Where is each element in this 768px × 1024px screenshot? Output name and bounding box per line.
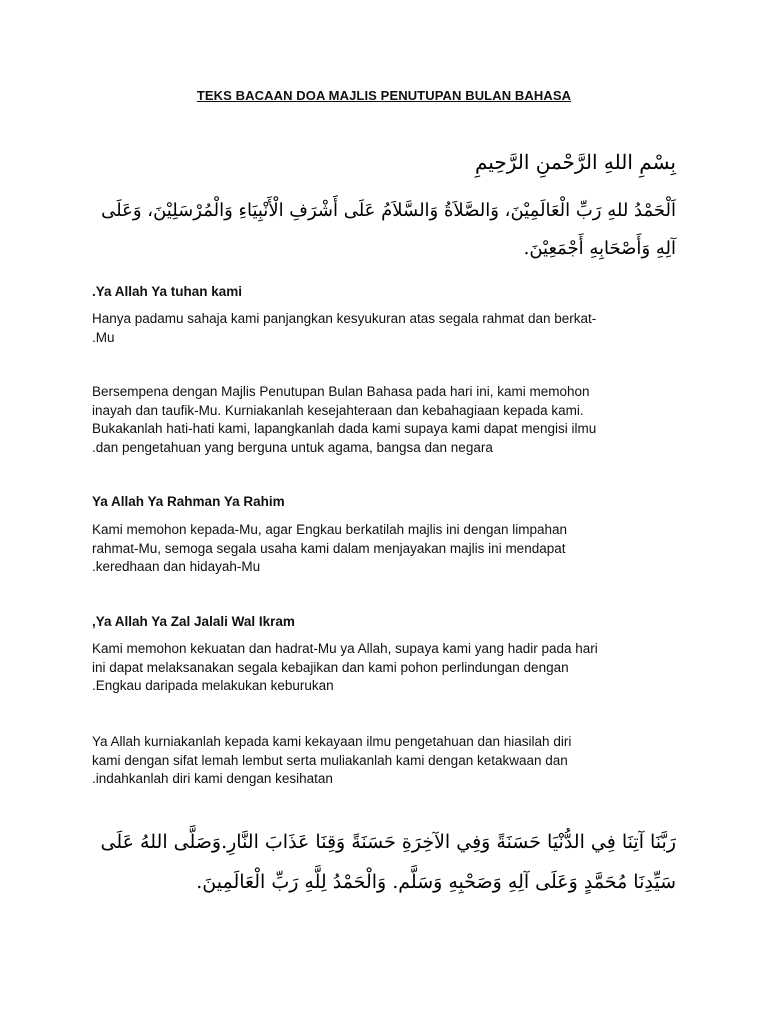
paragraph-line: Bukakanlah hati-hati kami, lapangkanlah dada kami supaya kami dapat mengisi ilmu xyxy=(92,421,597,436)
paragraph xyxy=(92,640,682,696)
arabic-closing-line: رَبَّنَا آتِنَا فِي الدُّنْيَا حَسَنَةً وَفِي الآخِرَةِ حَسَنَةً وَقِنَا عَذَابَ النَّارِ.وَصَلَّى اللهُ عَلَى xyxy=(100,831,676,853)
section-heading: Ya Allah Ya Rahman Ya Rahim xyxy=(92,494,285,509)
paragraph-line: Bersempena dengan Majlis Penutupan Bulan Bahasa pada hari ini, kami memohon xyxy=(92,384,590,399)
paragraph-line: Ya Allah kurniakanlah kepada kami kekayaan ilmu pengetahuan dan hiasilah diri xyxy=(92,734,572,749)
paragraph xyxy=(92,733,682,789)
paragraph-line: inayah dan taufik-Mu. Kurniakanlah kesejahteraan dan kebahagiaan kepada kami. xyxy=(92,402,584,418)
section-heading: ,Ya Allah Ya Zal Jalali Wal Ikram xyxy=(92,614,295,629)
document-title: TEKS BACAAN DOA MAJLIS PENUTUPAN BULAN BAHASA xyxy=(196,88,572,103)
paragraph-line: .dan pengetahuan yang berguna untuk agama, bangsa dan negara xyxy=(92,439,493,455)
paragraph-line: .Engkau daripada melakukan keburukan xyxy=(92,678,334,693)
arabic-bismillah: بِسْمِ اللهِ الرَّحْمنِ الرَّحِيمِ xyxy=(474,150,676,174)
paragraph-line: .Mu xyxy=(92,329,115,345)
paragraph xyxy=(92,383,682,457)
paragraph-line: .keredhaan dan hidayah-Mu xyxy=(92,559,261,574)
paragraph-line: ini dapat melaksanakan segala kebajikan dan kami pohon perlindungan dengan xyxy=(92,659,569,675)
paragraph-line: rahmat-Mu, semoga segala usaha kami dalam menjayakan majlis ini mendapat xyxy=(92,540,566,556)
arabic-closing-line: سَيِّدِنَا مُحَمَّدٍ وَعَلَى آلِهِ وَصَحْبِهِ وَسَلَّم. وَالْحَمْدُ لِلَّهِ رَبِّ الْعَالَمِينَ. xyxy=(196,871,676,893)
paragraph xyxy=(92,521,682,577)
paragraph xyxy=(92,310,682,347)
arabic-hamdalah xyxy=(101,192,676,268)
arabic-closing-prayer xyxy=(101,822,676,902)
paragraph-line: Hanya padamu sahaja kami panjangkan kesyukuran atas segala rahmat dan berkat- xyxy=(92,311,597,326)
arabic-hamdalah-line: آلِهِ وَأَصْحَابِهِ أَجْمَعِيْنَ. xyxy=(523,238,676,259)
arabic-hamdalah-line: اَلْحَمْدُ للهِ رَبِّ الْعَالَمِيْنَ، وَالصَّلاَةُ وَالسَّلاَمُ عَلَى أَشْرَفِ الْأَنْبِيَاءِ وَالْمُرْسَلِيْنَ، وَعَلَى xyxy=(101,200,676,221)
paragraph-line: Kami memohon kekuatan dan hadrat-Mu ya Allah, supaya kami yang hadir pada hari xyxy=(92,641,598,656)
paragraph-line: .indahkanlah diri kami dengan kesihatan xyxy=(92,771,333,786)
section-heading: .Ya Allah Ya tuhan kami xyxy=(92,284,243,299)
paragraph-line: Kami memohon kepada-Mu, agar Engkau berkatilah majlis ini dengan limpahan xyxy=(92,522,568,537)
paragraph-line: kami dengan sifat lemah lembut serta muliakanlah kami dengan ketakwaan dan xyxy=(92,752,568,768)
